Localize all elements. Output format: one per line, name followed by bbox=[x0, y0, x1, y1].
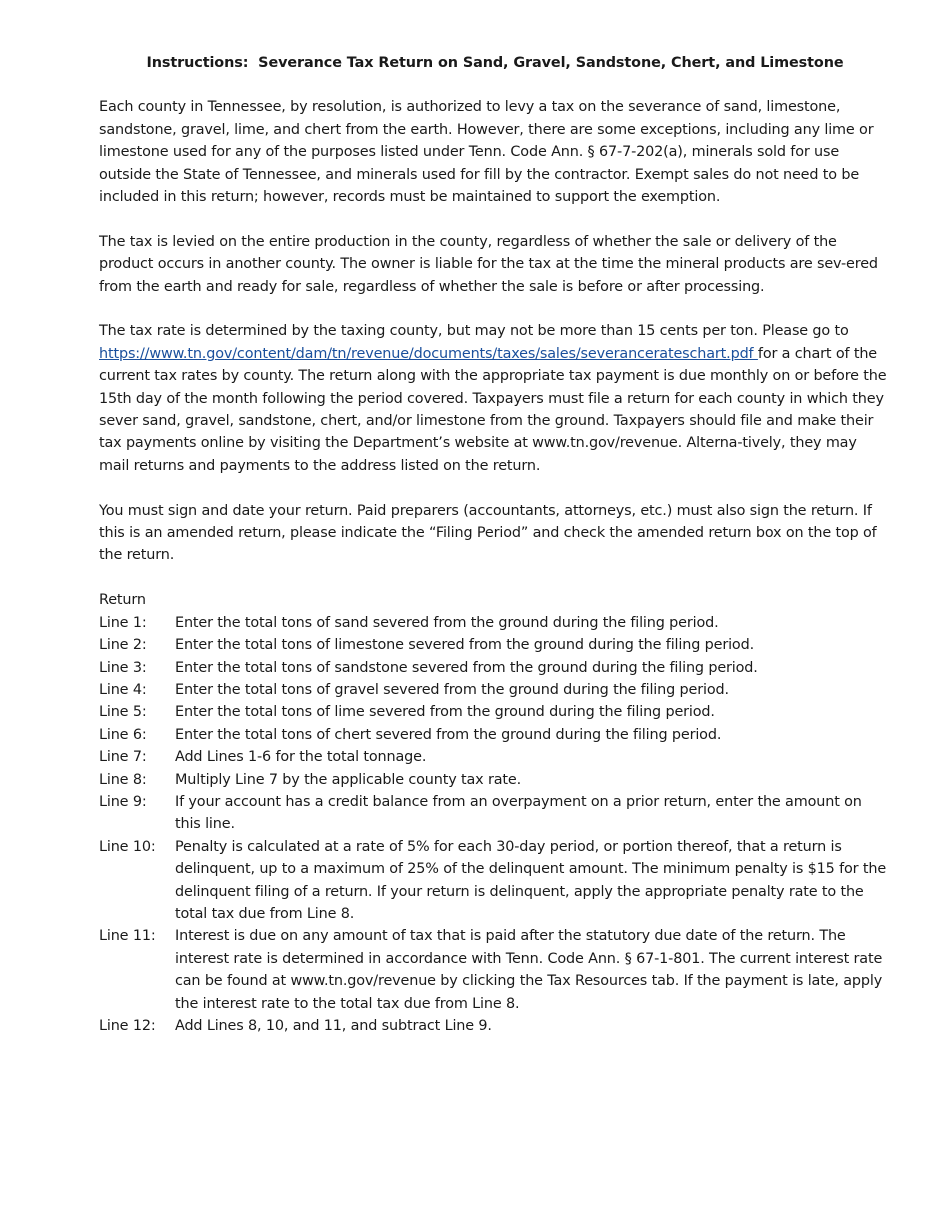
line-label: Line 2: bbox=[99, 637, 147, 654]
line-label: Line 1: bbox=[99, 614, 147, 631]
return-line-7 bbox=[99, 746, 891, 768]
return-line-3 bbox=[99, 657, 891, 679]
return-line-12 bbox=[99, 1015, 891, 1037]
line-text: Enter the total tons of lime severed from the ground during the filing period. bbox=[175, 704, 715, 721]
line-label: Line 9: bbox=[99, 793, 147, 810]
line-label: Line 4: bbox=[99, 681, 147, 698]
tax-rate-text-before-link: The tax rate is determined by the taxing county, but may not be more than 15 cents per ton. Please go to bbox=[99, 323, 849, 340]
line-text: Enter the total tons of chert severed from the ground during the filing period. bbox=[175, 726, 722, 743]
line-text: Add Lines 8, 10, and 11, and subtract Line 9. bbox=[175, 1018, 492, 1034]
paragraph-authorization: Each county in Tennessee, by resolution, is authorized to levy a tax on the severance of sand, limestone, sandstone, gravel, lime, and chert from the earth. However, there are some exceptions, including any lime or limestone used for any of the purposes listed under Tenn. Code Ann. § 67-7-202(a), minerals sold for use outside the State of Tennessee, and minerals used for fill by the contractor. Exempt sales do not need to be included in this return; however, records must be maintained to support the exemption. bbox=[99, 99, 874, 206]
return-line-5 bbox=[99, 701, 891, 723]
line-text: Penalty is calculated at a rate of 5% for each 30-day period, or portion thereof, that a return is delinquent, up to a maximum of 25% of the delinquent amount. The minimum penalty is $15 for the delinquent filing of a return. If your return is delinquent, apply the appropriate penalty rate to the total tax due from Line 8. bbox=[175, 838, 887, 922]
line-text: Enter the total tons of sand severed from the ground during the filing period. bbox=[175, 614, 719, 631]
return-line-1 bbox=[99, 612, 891, 634]
line-label: Line 12: bbox=[99, 1018, 156, 1034]
line-label: Line 10: bbox=[99, 838, 156, 855]
line-label: Line 8: bbox=[99, 771, 147, 788]
return-lines-list bbox=[99, 612, 891, 1038]
line-text: Enter the total tons of gravel severed from the ground during the filing period. bbox=[175, 681, 729, 698]
paragraph-tax-rate bbox=[99, 320, 891, 477]
page-title: Instructions: Severance Tax Return on Sand, Gravel, Sandstone, Chert, and Limestone bbox=[146, 55, 844, 71]
return-line-11 bbox=[99, 925, 891, 1015]
instructions-page bbox=[99, 52, 891, 1037]
line-label: Line 5: bbox=[99, 704, 147, 721]
return-line-8 bbox=[99, 769, 891, 791]
return-section-heading: Return bbox=[99, 592, 146, 609]
line-text: Interest is due on any amount of tax that is paid after the statutory due date of the return. The interest rate is determined in accordance with Tenn. Code Ann. § 67-1-801. The current interest rate can be found at www.tn.gov/revenue by clicking the Tax Resources tab. If the payment is late, apply the interest rate to the total tax due from Line 8. bbox=[175, 928, 883, 1012]
return-line-4 bbox=[99, 679, 891, 701]
tax-rate-text-after-link: for a chart of the current tax rates by county. The return along with the appropriate tax payment is due monthly on or before the 15th day of the month following the period covered. Taxpayers must file a return for each county in which they sever sand, gravel, sandstone, chert, and/or limestone from the ground. Taxpayers should file and make their tax payments online by visiting the Department’s website at www.tn.gov/revenue. Alterna-tively, they may mail returns and payments to the address listed on the return. bbox=[99, 345, 887, 474]
return-line-6 bbox=[99, 724, 891, 746]
line-text: Enter the total tons of sandstone severed from the ground during the filing period. bbox=[175, 659, 758, 676]
return-line-9 bbox=[99, 791, 891, 836]
line-text: Multiply Line 7 by the applicable county tax rate. bbox=[175, 771, 522, 788]
paragraph-signature: You must sign and date your return. Paid preparers (accountants, attorneys, etc.) must also sign the return. If this is an amended return, please indicate the “Filing Period” and check the amended return box on the top of the return. bbox=[99, 502, 877, 564]
paragraph-levy: The tax is levied on the entire production in the county, regardless of whether the sale or delivery of the product occurs in another county. The owner is liable for the tax at the time the mineral products are sev-ered from the earth and ready for sale, regardless of whether the sale is before or after processing. bbox=[99, 233, 878, 295]
line-label: Line 7: bbox=[99, 749, 147, 766]
line-label: Line 11: bbox=[99, 928, 156, 945]
return-line-10 bbox=[99, 836, 891, 926]
line-text: Add Lines 1-6 for the total tonnage. bbox=[175, 749, 427, 766]
line-text: If your account has a credit balance from an overpayment on a prior return, enter the amount on this line. bbox=[175, 793, 862, 833]
line-label: Line 6: bbox=[99, 726, 147, 743]
line-text: Enter the total tons of limestone severed from the ground during the filing period. bbox=[175, 637, 754, 654]
return-line-2 bbox=[99, 634, 891, 656]
line-label: Line 3: bbox=[99, 659, 147, 676]
severance-rates-chart-link[interactable]: https://www.tn.gov/content/dam/tn/revenue/documents/taxes/sales/severancerateschart.pdf bbox=[99, 345, 758, 362]
